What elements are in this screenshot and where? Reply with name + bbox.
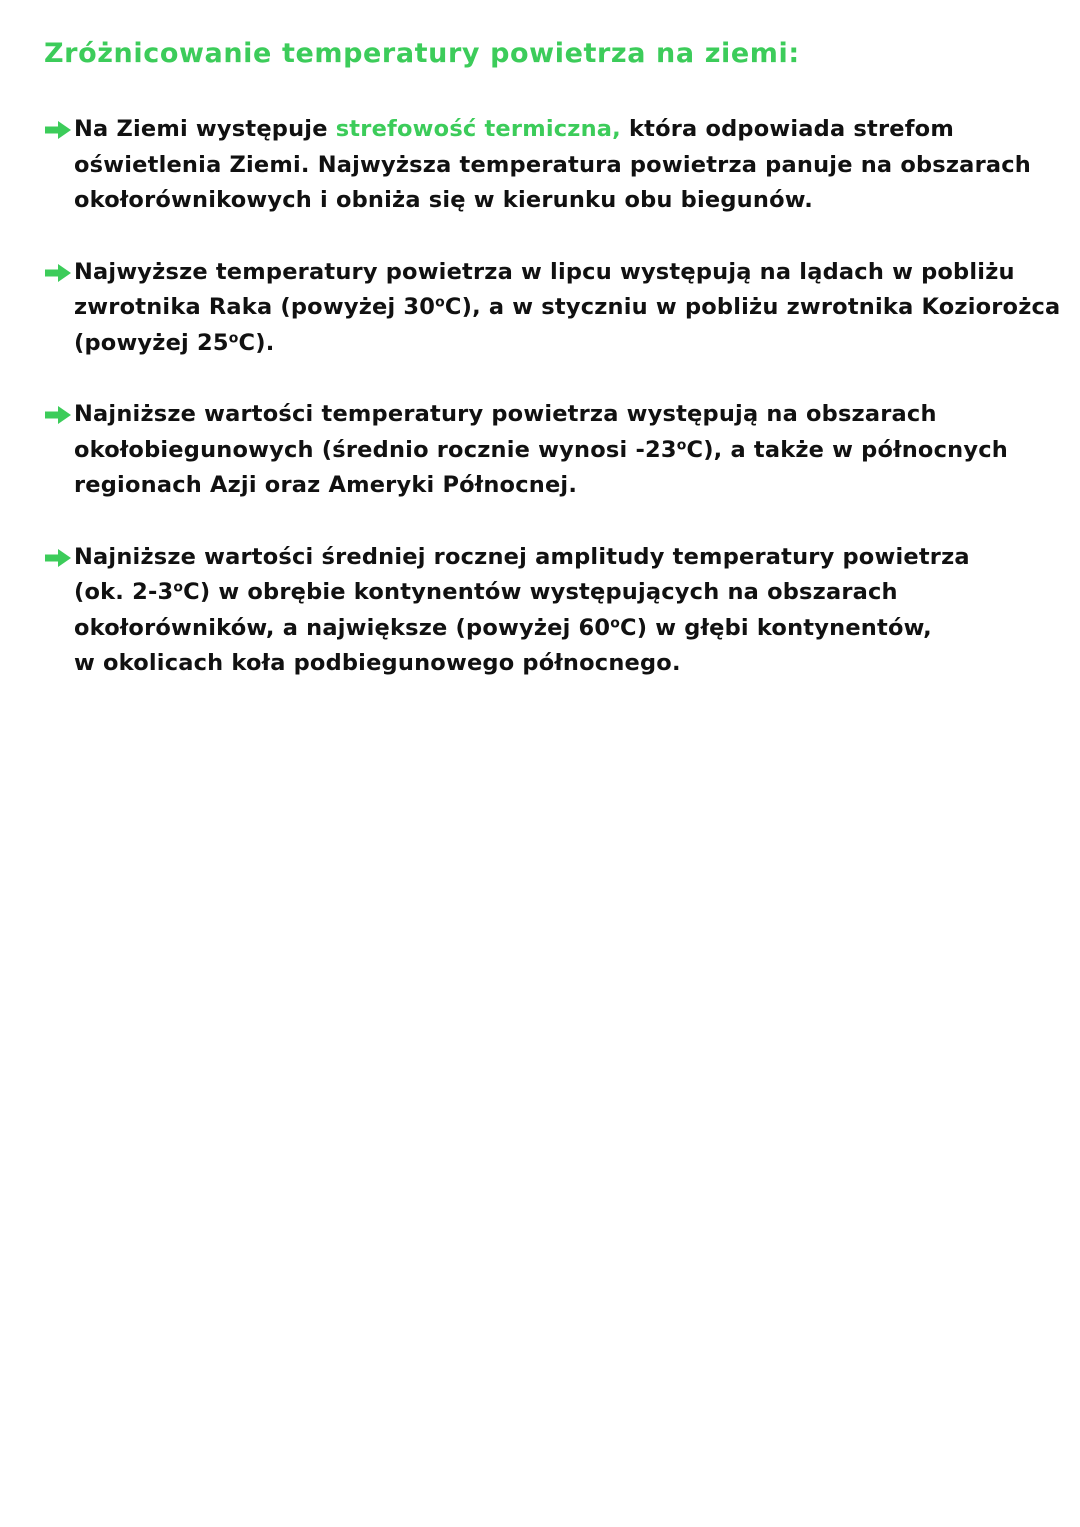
bullet-item-1 [44,112,1034,219]
bullet-2-line-3 [74,326,1034,362]
text-segment: okołorówników, a największe (powyżej 60 [74,614,611,641]
page-title: Zróżnicowanie temperatury powietrza na ziemi: [44,38,800,69]
degree-sign: o [610,614,621,631]
right-arrow-icon [44,548,72,568]
text-segment: (powyżej 25 [74,329,229,356]
bullet-1-line-2: oświetlenia Ziemi. Najwyższa temperatura powietrza panuje na obszarach [74,151,1032,178]
text-segment: Na Ziemi występuje [74,116,336,142]
bullet-1-line-3: okołorównikowych i obniża się w kierunku obu biegunów. [74,187,814,213]
degree-sign: o [173,579,184,596]
bullet-item-4 [44,540,1034,682]
text-segment: C), a także w północnych [686,436,1008,463]
highlighted-term: strefowość termiczna, [335,116,621,142]
bullet-1-line-1 [74,112,1034,148]
text-segment: C). [238,329,275,356]
right-arrow-icon [44,405,72,425]
text-segment: okołobiegunowych (średnio rocznie wynosi -23 [74,436,677,463]
text-segment: która odpowiada strefom [620,116,954,142]
bullet-2-line-2 [74,290,1061,326]
text-segment: C) w głębi kontynentów, [620,614,932,641]
bullet-3-line-2 [74,433,1034,469]
bullet-2-line-1: Najwyższe temperatury powietrza w lipcu występują na lądach w pobliżu [74,258,1015,285]
bullet-4-line-4: w okolicach koła podbiegunowego północnego. [74,650,681,676]
degree-sign: o [676,436,687,453]
bullet-3-line-1: Najniższe wartości temperatury powietrza występują na obszarach [74,401,937,427]
bullet-4-line-3 [74,611,1034,647]
bullet-item-2 [44,255,1061,362]
degree-sign: o [435,294,445,311]
right-arrow-icon [44,120,72,140]
text-segment: C) w obrębie kontynentów występujących na obszarach [183,579,898,605]
bullet-4-line-1: Najniższe wartości średniej rocznej amplitudy temperatury powietrza [74,543,970,570]
bullet-3-line-3: regionach Azji oraz Ameryki Północnej. [74,472,578,498]
bullet-item-3 [44,397,1034,504]
degree-sign: o [228,329,239,346]
text-segment: (ok. 2-3 [74,579,174,605]
bullet-4-line-2 [74,575,1034,611]
text-segment: zwrotnika Raka (powyżej 30 [74,294,436,320]
bullet-list [44,112,1061,718]
right-arrow-icon [44,263,72,283]
text-segment: C), a w styczniu w pobliżu zwrotnika Koziorożca [444,294,1061,320]
